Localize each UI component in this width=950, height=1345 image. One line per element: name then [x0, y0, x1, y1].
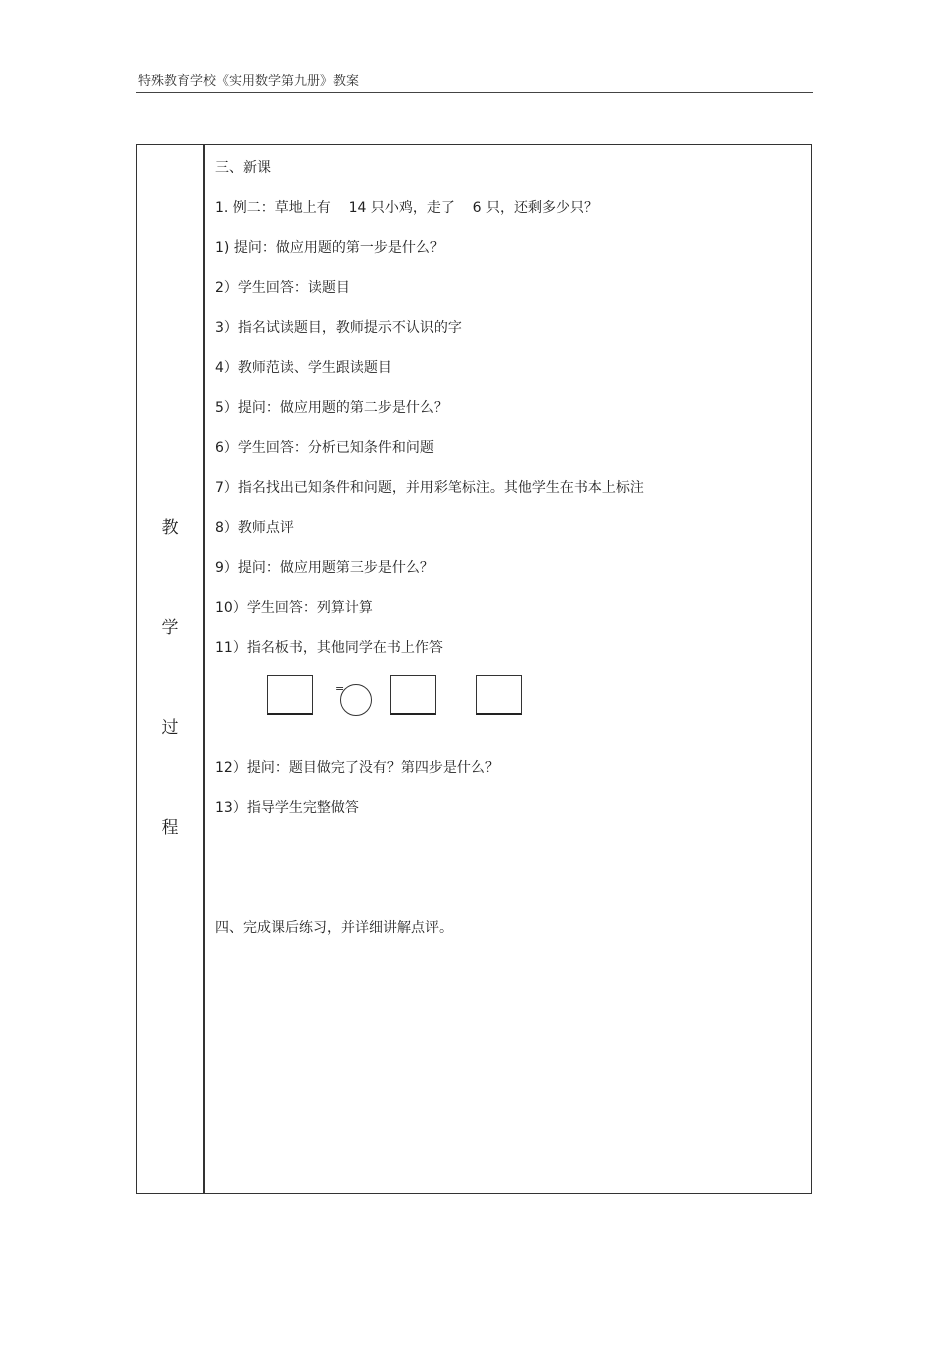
content-column [215, 145, 811, 1193]
step-line: 9）提问：做应用题第三步是什么？ [215, 560, 434, 576]
label-char-guo: 过 [161, 718, 179, 738]
example-problem: 1. 例二：草地上有 14 只小鸡，走了 6 只，还剩多少只？ [215, 200, 599, 216]
equals-sign: = [335, 682, 345, 695]
label-char-cheng: 程 [161, 818, 179, 838]
step-line: 3）指名试读题目，教师提示不认识的字 [215, 320, 462, 336]
step-line: 7）指名找出已知条件和问题，并用彩笔标注。其他学生在书本上标注 [215, 480, 644, 496]
step-line: 12）提问：题目做完了没有？第四步是什么？ [215, 760, 499, 776]
label-column [137, 145, 205, 1193]
step-line: 8）教师点评 [215, 520, 294, 536]
answer-box-2 [390, 675, 436, 715]
section-title-practice: 四、完成课后练习，并详细讲解点评。 [215, 920, 453, 936]
step-line: 5）提问：做应用题的第二步是什么？ [215, 400, 448, 416]
step-line: 1) 提问：做应用题的第一步是什么？ [215, 240, 444, 256]
step-line: 4）教师范读、学生跟读题目 [215, 360, 392, 376]
step-line: 13）指导学生完整做答 [215, 800, 359, 816]
answer-box-1 [267, 675, 313, 715]
operator-circle [340, 684, 372, 716]
header-rule [136, 92, 813, 93]
step-line: 10）学生回答：列算计算 [215, 600, 373, 616]
label-char-xue: 学 [161, 618, 179, 638]
step-line: 11）指名板书，其他同学在书上作答 [215, 640, 443, 656]
step-line: 6）学生回答：分析已知条件和问题 [215, 440, 434, 456]
step-line: 2）学生回答：读题目 [215, 280, 350, 296]
section-title-new-lesson: 三、新课 [215, 160, 271, 176]
lesson-table [136, 144, 812, 1194]
answer-box-3 [476, 675, 522, 715]
header-title: 特殊教育学校《实用数学第九册》教案 [138, 74, 360, 89]
label-char-jiao: 教 [161, 518, 179, 538]
